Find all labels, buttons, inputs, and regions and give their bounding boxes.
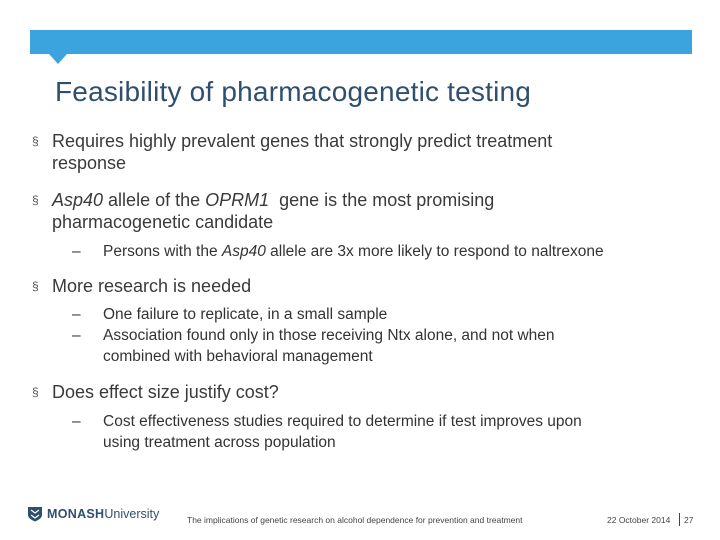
square-bullet-icon: § <box>32 385 39 399</box>
bullet-text: allele of the <box>103 190 206 210</box>
sub-bullet-item <box>32 411 692 453</box>
bullet-item <box>32 275 692 297</box>
sub-bullet-item <box>32 304 692 325</box>
slide-title: Feasibility of pharmacogenetic testing <box>55 76 532 107</box>
slide-content <box>32 130 692 453</box>
footer-date: 22 October 2014 <box>607 515 671 525</box>
bullet-item <box>32 130 692 174</box>
footer-divider <box>679 513 680 526</box>
accent-bar-notch <box>49 54 67 64</box>
bullet-item <box>32 189 692 233</box>
sub-bullet-text: Persons with the <box>103 243 222 260</box>
bullet-item <box>32 381 692 403</box>
sub-bullet-text: using treatment across population <box>103 434 336 451</box>
dash-bullet-icon: – <box>72 243 81 260</box>
square-bullet-icon: § <box>32 279 39 293</box>
sub-bullet-text: combined with behavioral management <box>103 348 373 365</box>
dash-bullet-icon: – <box>72 327 81 344</box>
footer-page-number: 27 <box>684 515 694 525</box>
sub-bullet-text: Association found only in those receiving Ntx alone, and not when <box>103 327 555 344</box>
gene-name-text: OPRM1 <box>205 190 270 210</box>
sub-bullet-item <box>32 325 692 367</box>
footer-description: The implications of genetic research on alcohol dependence for prevention and treatment <box>187 515 523 525</box>
logo-regular-text: University <box>104 507 160 521</box>
bullet-text: Requires highly prevalent genes that strongly predict treatment <box>52 131 553 151</box>
gene-variant-text: Asp40 <box>52 190 104 210</box>
gene-variant-text: Asp40 <box>221 243 266 260</box>
bullet-text: gene is the most promising <box>269 190 495 210</box>
sub-bullet-text: Cost effectiveness studies required to determine if test improves upon <box>103 413 582 430</box>
monash-shield-icon <box>27 506 43 522</box>
sub-bullet-item <box>32 241 692 262</box>
sub-bullet-text: One failure to replicate, in a small sample <box>103 306 388 323</box>
top-accent-bar <box>30 30 692 54</box>
sub-bullet-text: allele are 3x more likely to respond to naltrexone <box>265 243 604 260</box>
logo-bold-text: MONASH <box>47 507 105 521</box>
bullet-text: response <box>52 153 127 173</box>
square-bullet-icon: § <box>32 193 39 207</box>
bullet-text: More research is needed <box>52 276 252 296</box>
square-bullet-icon: § <box>32 134 39 148</box>
monash-logo <box>27 506 159 522</box>
bullet-text: pharmacogenetic candidate <box>52 212 274 232</box>
bullet-text: Does effect size justify cost? <box>52 382 279 402</box>
logo-wordmark <box>47 507 159 521</box>
dash-bullet-icon: – <box>72 413 81 430</box>
dash-bullet-icon: – <box>72 306 81 323</box>
